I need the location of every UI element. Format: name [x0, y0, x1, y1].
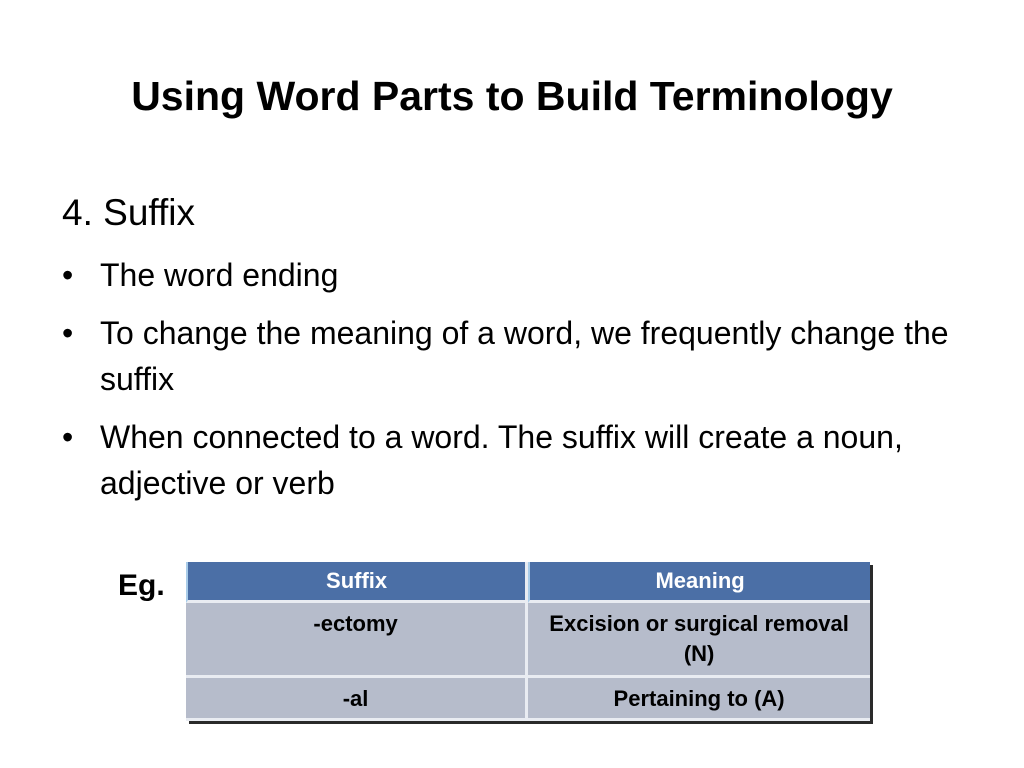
- column-header-meaning: Meaning: [528, 562, 870, 603]
- bullet-text: To change the meaning of a word, we frequently change the suffix: [100, 315, 949, 397]
- section-heading: 4. Suffix: [62, 192, 196, 233]
- bullet-text: When connected to a word. The suffix will create a noun, adjective or verb: [100, 419, 903, 501]
- meaning-cell: Excision or surgical removal (N): [528, 603, 870, 678]
- bullet-item: [62, 252, 982, 298]
- bullet-item: [62, 310, 982, 402]
- table-row: [186, 678, 870, 721]
- bullet-glyph: •: [62, 257, 74, 293]
- suffix-table: [186, 562, 870, 721]
- example-label: Eg.: [118, 569, 165, 602]
- slide-title: Using Word Parts to Build Terminology: [131, 73, 893, 119]
- bullet-text: The word ending: [100, 257, 339, 293]
- bullet-glyph: •: [62, 315, 74, 351]
- table-header-row: [186, 562, 870, 603]
- table-row: [186, 603, 870, 678]
- bullet-item: [62, 414, 982, 506]
- bullet-list: [62, 252, 982, 518]
- meaning-cell: Pertaining to (A): [528, 678, 870, 721]
- suffix-cell: -ectomy: [186, 603, 528, 678]
- suffix-cell: -al: [186, 678, 528, 721]
- column-header-suffix: Suffix: [186, 562, 528, 603]
- bullet-glyph: •: [62, 419, 74, 455]
